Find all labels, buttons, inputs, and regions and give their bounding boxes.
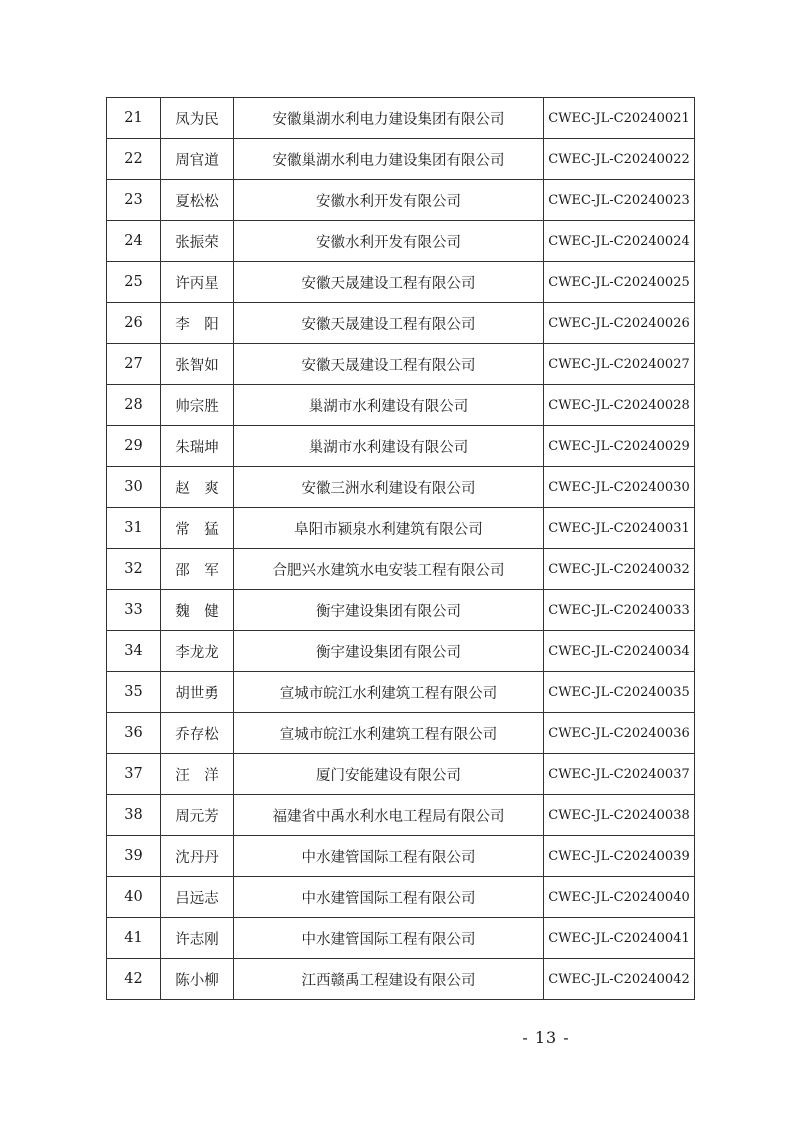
table-row <box>107 426 695 467</box>
row-number-cell: 31 <box>107 508 161 549</box>
person-name-cell: 赵 爽 <box>161 467 234 508</box>
certificate-number-cell: CWEC-JL-C20240039 <box>544 836 695 877</box>
table-row <box>107 262 695 303</box>
company-name-cell: 中水建管国际工程有限公司 <box>234 918 544 959</box>
table-row <box>107 631 695 672</box>
certificate-table <box>106 97 695 1000</box>
certificate-number-cell: CWEC-JL-C20240038 <box>544 795 695 836</box>
person-name-cell: 周官道 <box>161 139 234 180</box>
certificate-number-cell: CWEC-JL-C20240042 <box>544 959 695 1000</box>
person-name-cell: 许志刚 <box>161 918 234 959</box>
table-row <box>107 385 695 426</box>
company-name-cell: 安徽天晟建设工程有限公司 <box>234 262 544 303</box>
certificate-number-cell: CWEC-JL-C20240033 <box>544 590 695 631</box>
table-row <box>107 508 695 549</box>
company-name-cell: 厦门安能建设有限公司 <box>234 754 544 795</box>
table-row <box>107 836 695 877</box>
company-name-cell: 安徽水利开发有限公司 <box>234 221 544 262</box>
person-name-cell: 陈小柳 <box>161 959 234 1000</box>
table-row <box>107 98 695 139</box>
table-row <box>107 344 695 385</box>
table-row <box>107 180 695 221</box>
row-number-cell: 22 <box>107 139 161 180</box>
certificate-number-cell: CWEC-JL-C20240022 <box>544 139 695 180</box>
company-name-cell: 中水建管国际工程有限公司 <box>234 836 544 877</box>
person-name-cell: 帅宗胜 <box>161 385 234 426</box>
row-number-cell: 21 <box>107 98 161 139</box>
table-row <box>107 467 695 508</box>
certificate-number-cell: CWEC-JL-C20240023 <box>544 180 695 221</box>
row-number-cell: 37 <box>107 754 161 795</box>
person-name-cell: 李 阳 <box>161 303 234 344</box>
row-number-cell: 41 <box>107 918 161 959</box>
person-name-cell: 邵 军 <box>161 549 234 590</box>
person-name-cell: 朱瑞坤 <box>161 426 234 467</box>
row-number-cell: 26 <box>107 303 161 344</box>
company-name-cell: 中水建管国际工程有限公司 <box>234 877 544 918</box>
row-number-cell: 36 <box>107 713 161 754</box>
company-name-cell: 安徽水利开发有限公司 <box>234 180 544 221</box>
person-name-cell: 常 猛 <box>161 508 234 549</box>
company-name-cell: 宣城市皖江水利建筑工程有限公司 <box>234 672 544 713</box>
company-name-cell: 阜阳市颍泉水利建筑有限公司 <box>234 508 544 549</box>
table-row <box>107 959 695 1000</box>
row-number-cell: 30 <box>107 467 161 508</box>
table-row <box>107 877 695 918</box>
certificate-number-cell: CWEC-JL-C20240036 <box>544 713 695 754</box>
person-name-cell: 张振荣 <box>161 221 234 262</box>
company-name-cell: 福建省中禹水利水电工程局有限公司 <box>234 795 544 836</box>
person-name-cell: 乔存松 <box>161 713 234 754</box>
person-name-cell: 魏 健 <box>161 590 234 631</box>
company-name-cell: 宣城市皖江水利建筑工程有限公司 <box>234 713 544 754</box>
company-name-cell: 安徽天晟建设工程有限公司 <box>234 303 544 344</box>
table-row <box>107 754 695 795</box>
table-body <box>107 98 695 1000</box>
table-row <box>107 672 695 713</box>
row-number-cell: 25 <box>107 262 161 303</box>
certificate-number-cell: CWEC-JL-C20240037 <box>544 754 695 795</box>
person-name-cell: 许丙星 <box>161 262 234 303</box>
certificate-number-cell: CWEC-JL-C20240024 <box>544 221 695 262</box>
row-number-cell: 38 <box>107 795 161 836</box>
row-number-cell: 23 <box>107 180 161 221</box>
company-name-cell: 安徽巢湖水利电力建设集团有限公司 <box>234 139 544 180</box>
table-row <box>107 221 695 262</box>
certificate-number-cell: CWEC-JL-C20240035 <box>544 672 695 713</box>
row-number-cell: 42 <box>107 959 161 1000</box>
company-name-cell: 安徽巢湖水利电力建设集团有限公司 <box>234 98 544 139</box>
person-name-cell: 吕远志 <box>161 877 234 918</box>
row-number-cell: 27 <box>107 344 161 385</box>
company-name-cell: 巢湖市水利建设有限公司 <box>234 426 544 467</box>
company-name-cell: 安徽天晟建设工程有限公司 <box>234 344 544 385</box>
person-name-cell: 李龙龙 <box>161 631 234 672</box>
company-name-cell: 合肥兴水建筑水电安装工程有限公司 <box>234 549 544 590</box>
table-row <box>107 713 695 754</box>
certificate-number-cell: CWEC-JL-C20240034 <box>544 631 695 672</box>
person-name-cell: 胡世勇 <box>161 672 234 713</box>
certificate-number-cell: CWEC-JL-C20240041 <box>544 918 695 959</box>
company-name-cell: 安徽三洲水利建设有限公司 <box>234 467 544 508</box>
row-number-cell: 39 <box>107 836 161 877</box>
table-row <box>107 918 695 959</box>
table-row <box>107 303 695 344</box>
page-number: - 13 - <box>522 1028 570 1047</box>
certificate-number-cell: CWEC-JL-C20240028 <box>544 385 695 426</box>
row-number-cell: 32 <box>107 549 161 590</box>
certificate-number-cell: CWEC-JL-C20240027 <box>544 344 695 385</box>
certificate-number-cell: CWEC-JL-C20240040 <box>544 877 695 918</box>
company-name-cell: 巢湖市水利建设有限公司 <box>234 385 544 426</box>
table-row <box>107 549 695 590</box>
table-row <box>107 795 695 836</box>
company-name-cell: 衡宇建设集团有限公司 <box>234 631 544 672</box>
certificate-number-cell: CWEC-JL-C20240030 <box>544 467 695 508</box>
certificate-number-cell: CWEC-JL-C20240025 <box>544 262 695 303</box>
row-number-cell: 29 <box>107 426 161 467</box>
row-number-cell: 24 <box>107 221 161 262</box>
person-name-cell: 夏松松 <box>161 180 234 221</box>
person-name-cell: 周元芳 <box>161 795 234 836</box>
certificate-number-cell: CWEC-JL-C20240031 <box>544 508 695 549</box>
certificate-number-cell: CWEC-JL-C20240032 <box>544 549 695 590</box>
table-row <box>107 139 695 180</box>
row-number-cell: 28 <box>107 385 161 426</box>
row-number-cell: 33 <box>107 590 161 631</box>
row-number-cell: 40 <box>107 877 161 918</box>
person-name-cell: 沈丹丹 <box>161 836 234 877</box>
row-number-cell: 35 <box>107 672 161 713</box>
company-name-cell: 衡宇建设集团有限公司 <box>234 590 544 631</box>
table-row <box>107 590 695 631</box>
certificate-number-cell: CWEC-JL-C20240029 <box>544 426 695 467</box>
row-number-cell: 34 <box>107 631 161 672</box>
person-name-cell: 张智如 <box>161 344 234 385</box>
person-name-cell: 汪 洋 <box>161 754 234 795</box>
certificate-number-cell: CWEC-JL-C20240026 <box>544 303 695 344</box>
certificate-number-cell: CWEC-JL-C20240021 <box>544 98 695 139</box>
person-name-cell: 凤为民 <box>161 98 234 139</box>
company-name-cell: 江西赣禹工程建设有限公司 <box>234 959 544 1000</box>
